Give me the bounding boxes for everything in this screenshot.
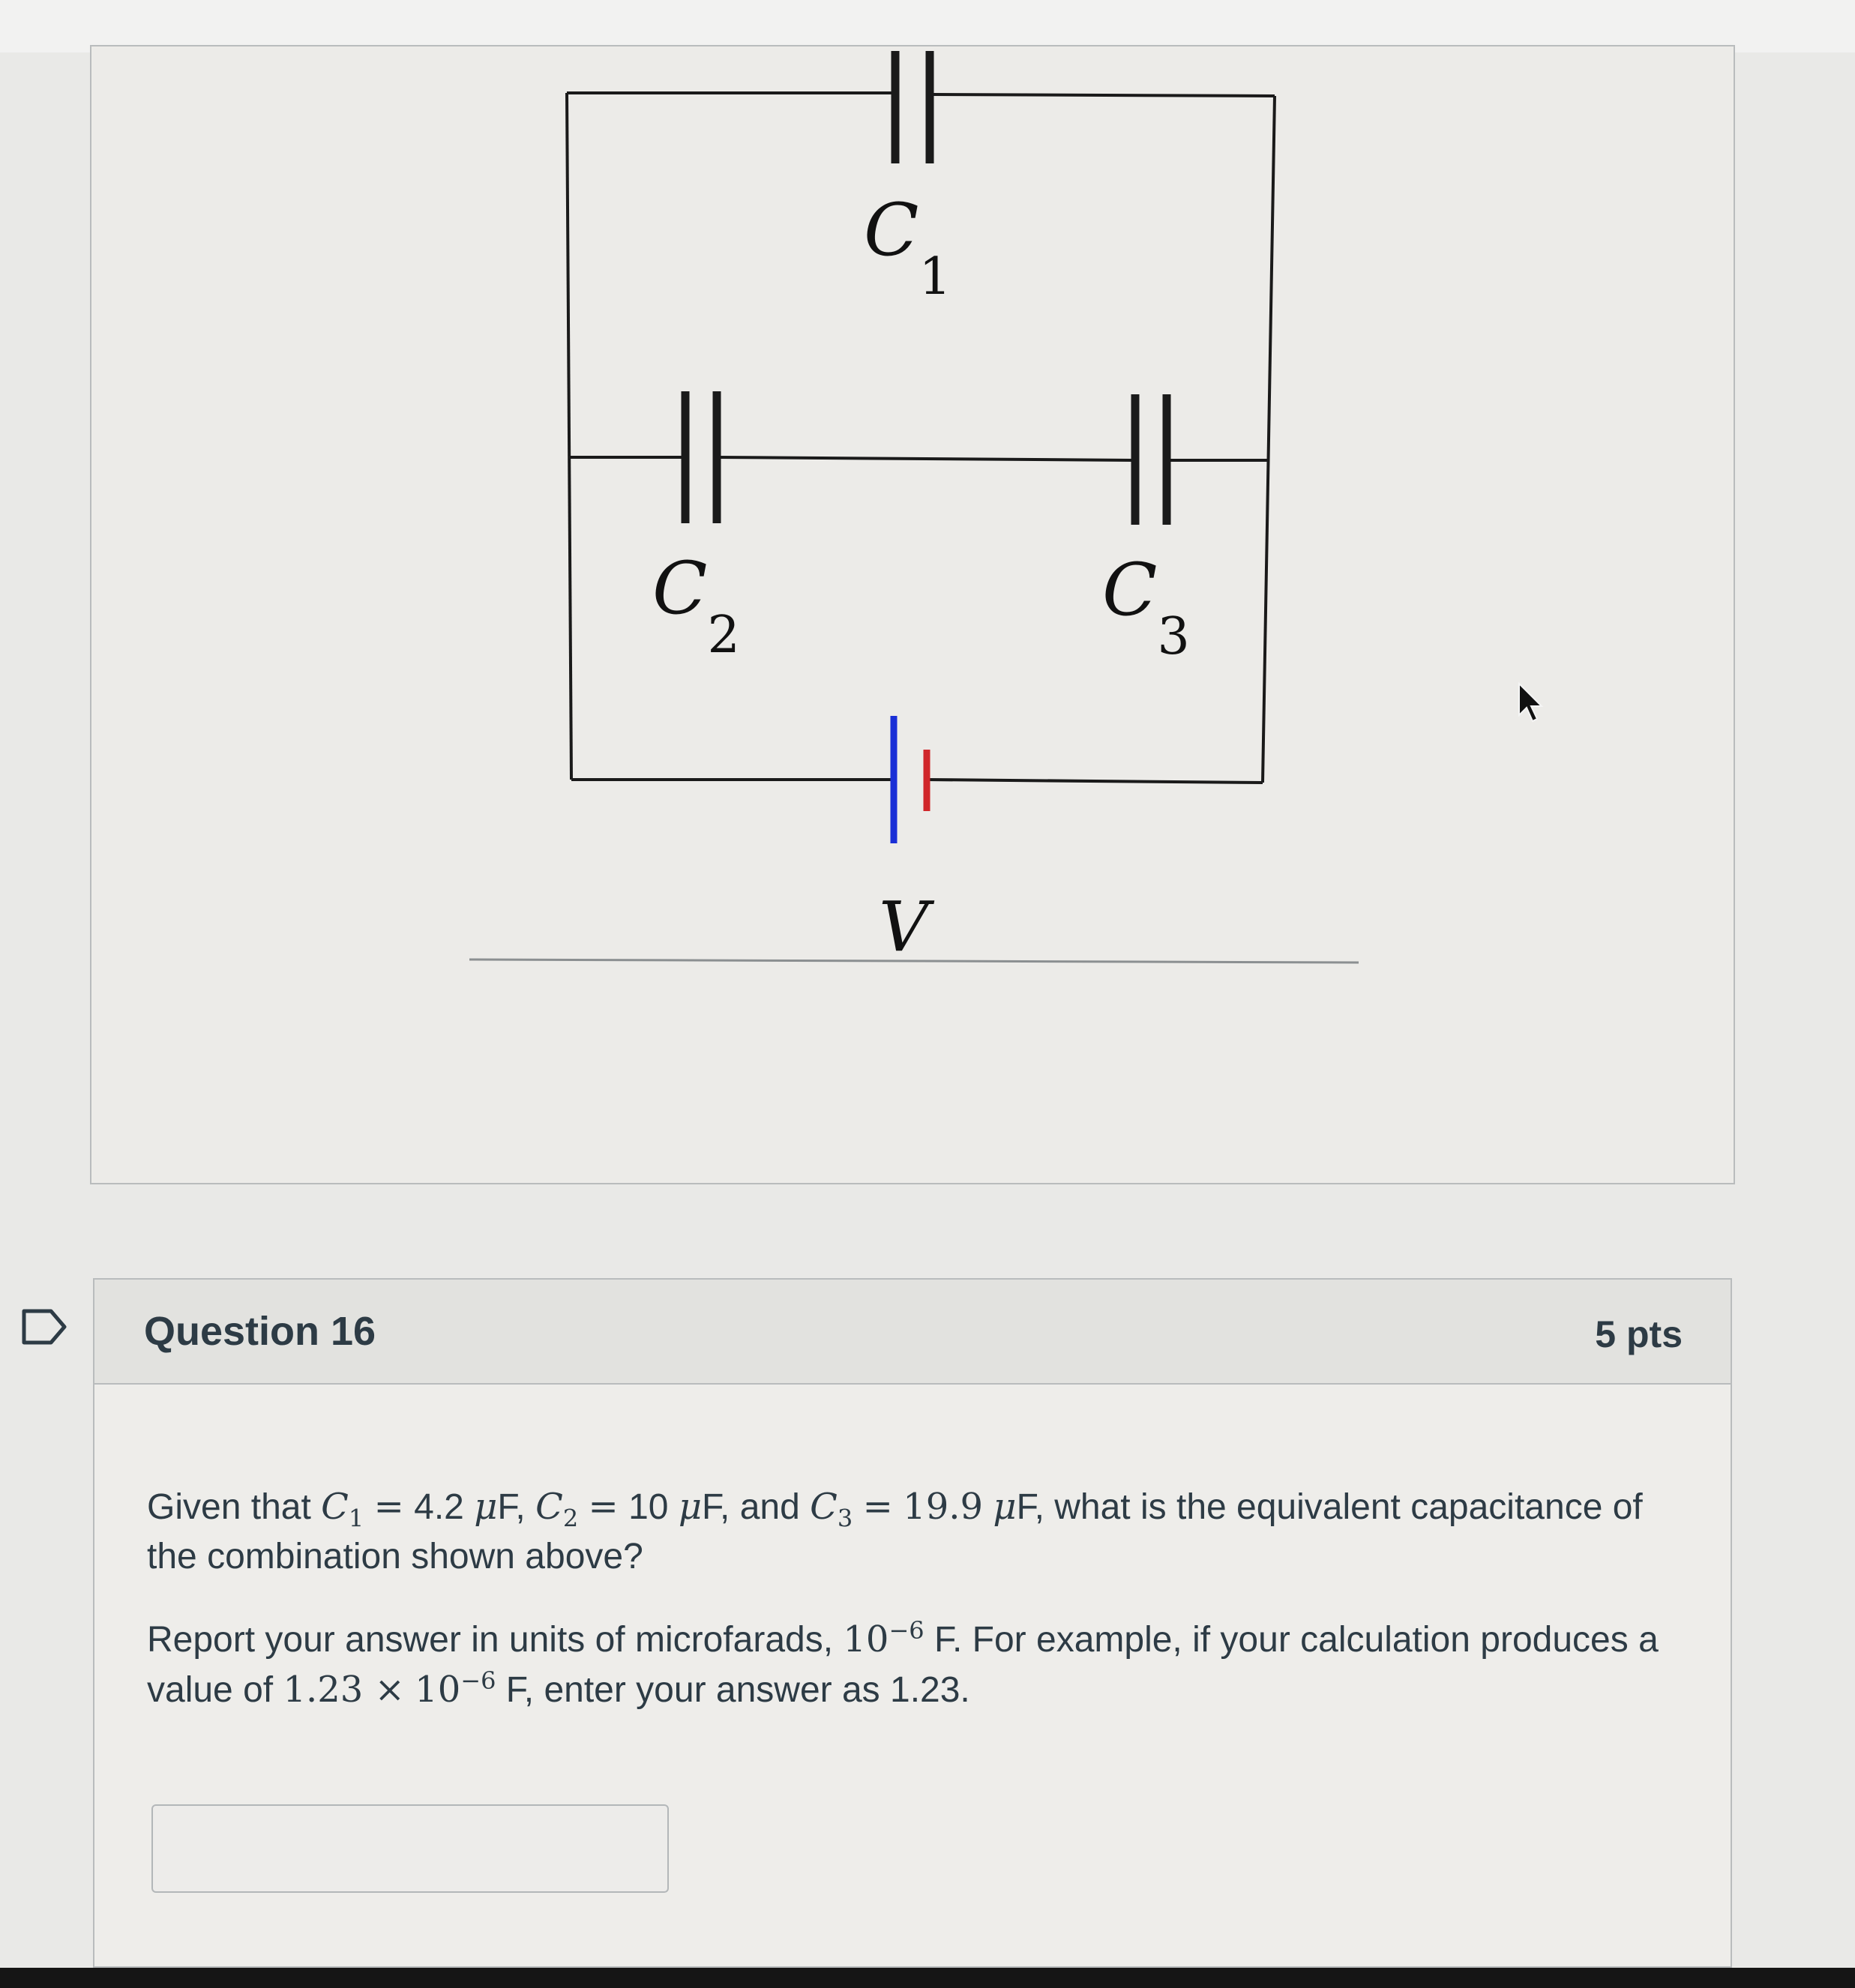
question-prompt: Given that $C_1 = 4.2$ μF, $C_2 = 10$ μF, and $C_3 = 19.9$ μF, what is the equivalent capacitance of the combination shown above? xyxy=(147,1486,1643,1576)
answer-input[interactable] xyxy=(151,1804,669,1893)
label-c3: $C_3$ xyxy=(1102,548,1190,666)
question-instructions: Report your answer in units of microfarads, $10^{-6}$ F. For example, if your calculation produces a value of $1.23 \times 10^{-6}$ F, enter your answer as 1.23. xyxy=(147,1616,1659,1711)
capacitor-c2-symbol xyxy=(685,391,717,523)
bottom-bar xyxy=(0,1968,1855,1988)
label-c1: $C_1$ xyxy=(864,188,951,307)
label-battery-v: V xyxy=(879,887,929,967)
question-header xyxy=(94,1280,1731,1385)
mouse-cursor-icon xyxy=(1516,681,1546,726)
question-text xyxy=(147,1482,1692,1748)
flag-question-icon[interactable] xyxy=(21,1308,69,1346)
top-wire xyxy=(567,93,1275,96)
bottom-wire xyxy=(571,780,1263,783)
capacitor-c1-symbol xyxy=(895,51,930,163)
capacitor-c3-symbol xyxy=(1135,394,1167,525)
label-c2: $C_2$ xyxy=(652,546,740,665)
question-points: 5 pts xyxy=(1595,1313,1683,1355)
question-title: Question 16 xyxy=(144,1309,376,1354)
question-16-block xyxy=(93,1278,1732,1968)
